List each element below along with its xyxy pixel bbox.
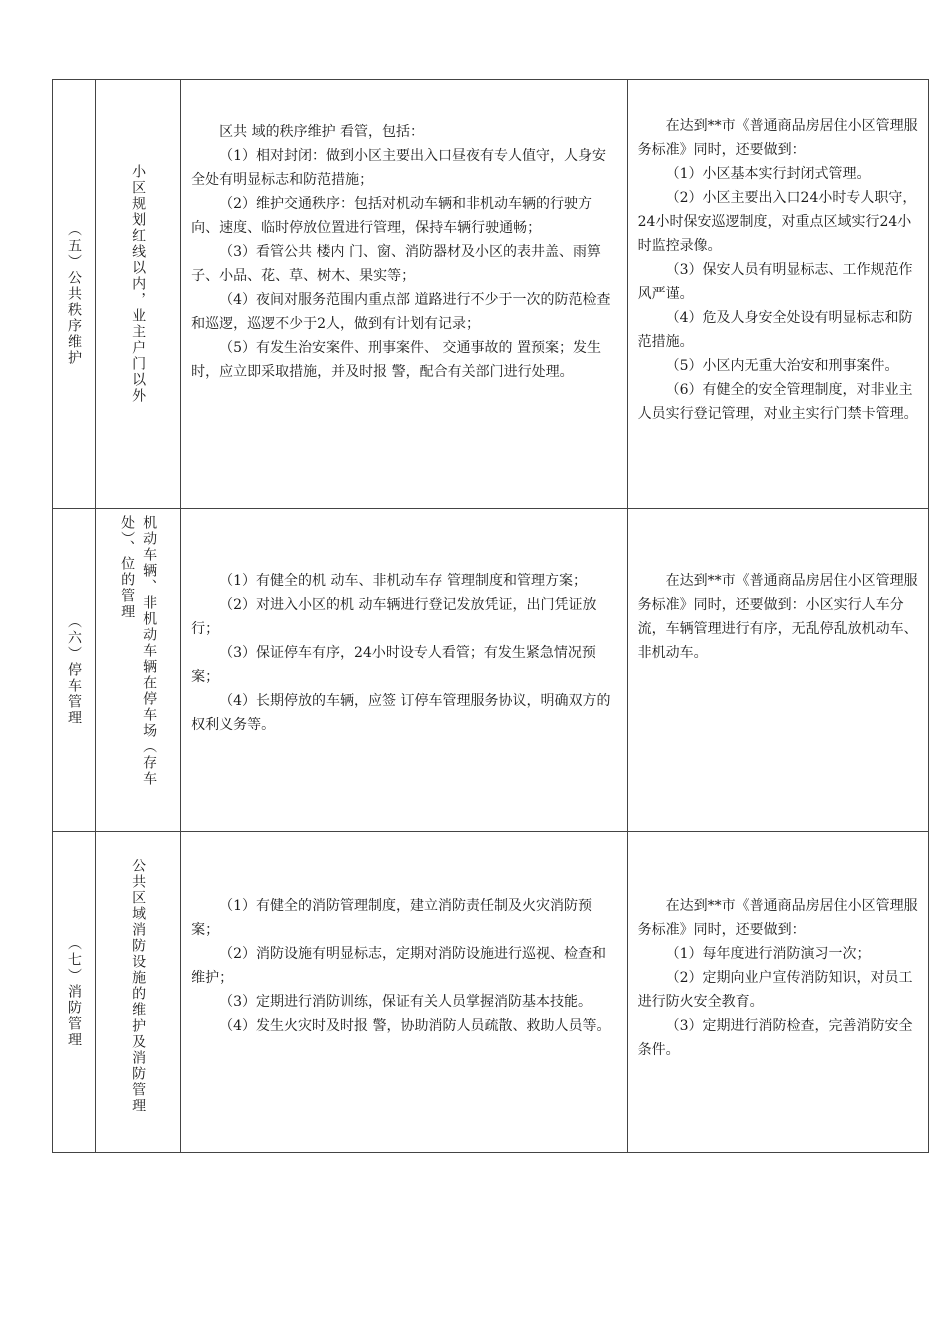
standard-cell xyxy=(627,80,928,509)
service-cell xyxy=(181,80,628,509)
service-line: （1）相对封闭：做到小区主要出入口昼夜有专人值守，人身安全处有明显标志和防范措施； xyxy=(191,148,607,188)
service-line: （1）有健全的消防管理制度，建立消防责任制及火灾消防预案； xyxy=(191,898,593,938)
standard-line: （4）危及人身安全处设有明显标志和防范措施。 xyxy=(637,310,913,350)
service-line: （2）对进入小区的机 动车辆进行登记发放凭证，出门凭证放行； xyxy=(191,597,597,637)
service-cell xyxy=(181,509,628,832)
service-line: （4）夜间对服务范围内重点部 道路进行不少于一次的防范检查和巡逻，巡逻不少于2人，做到有计划有记录； xyxy=(191,292,611,332)
standard-line: （3）定期进行消防检查，完善消防安全条件。 xyxy=(637,1018,913,1058)
table-row xyxy=(53,832,929,1153)
scope-cell xyxy=(96,509,181,832)
scope-cell xyxy=(96,80,181,509)
service-line: 区共 域的秩序维护 看管，包括： xyxy=(219,124,425,140)
standard-line: （1）小区基本实行封闭式管理。 xyxy=(665,166,871,182)
scope-label: 机动车辆、非机动车辆在停车场（存车处）、位的管理 xyxy=(119,515,158,787)
category-label: （六）停车管理 xyxy=(66,614,83,726)
standard-line: （3）保安人员有明显标志、工作规范作 风严谨。 xyxy=(637,262,913,302)
service-line: （3）定期进行消防训练，保证有关人员掌握消防基本技能。 xyxy=(219,994,593,1010)
standard-cell xyxy=(627,509,928,832)
table-row xyxy=(53,509,929,832)
service-line: （4）长期停放的车辆，应签 订停车管理服务协议，明确双方的权利义务等。 xyxy=(191,693,611,733)
category-label: （五）公共秩序维护 xyxy=(66,222,83,366)
standard-line: （6）有健全的安全管理制度，对非业主人员实行登记管理，对业主实行门禁卡管理。 xyxy=(637,382,918,422)
standard-line: （1）每年度进行消防演习一次； xyxy=(665,946,871,962)
standard-line: （2）小区主要出入口24小时专人职守，24小时保安巡逻制度，对重点区域实行24小时监控录像。 xyxy=(637,190,917,254)
standard-line: 在达到**市《普通商品房居住小区管理服务标准》同时，还要做到：小区实行人车分流，车辆管理进行有序，无乱停乱放机动车、非机动车。 xyxy=(637,573,918,661)
service-line: （5）有发生治安案件、刑事案件、 交通事故的 置预案；发生时，应立即采取措施，并及时报 警，配合有关部门进行处理。 xyxy=(191,340,601,380)
standard-line: 在达到**市《普通商品房居住小区管理服务标准》同时，还要做到： xyxy=(637,118,918,158)
category-cell xyxy=(53,832,96,1153)
scope-cell xyxy=(96,832,181,1153)
standard-line: （2）定期向业户宣传消防知识，对员工进行防火安全教育。 xyxy=(637,970,913,1010)
service-cell xyxy=(181,832,628,1153)
service-line: （2）消防设施有明显标志，定期对消防设施进行巡视、检查和维护； xyxy=(191,946,607,986)
category-label: （七）消防管理 xyxy=(66,936,83,1048)
scope-label: 小区规划红线以内，业主户门以外 xyxy=(130,164,147,404)
service-line: （4）发生火灾时及时报 警，协助消防人员疏散、救助人员等。 xyxy=(219,1018,611,1034)
scope-label: 公共区域消防设施的维护及消防管理 xyxy=(130,858,147,1114)
table-row xyxy=(53,80,929,509)
service-standard-table xyxy=(52,79,929,1153)
service-line: （3）看管公共 楼内 门、窗、消防器材及小区的表井盖、雨箅子、小品、花、草、树木、果实等； xyxy=(191,244,601,284)
standard-line: 在达到**市《普通商品房居住小区管理服务标准》同时，还要做到： xyxy=(637,898,918,938)
service-line: （3）保证停车有序，24小时设专人看管；有发生紧急情况预案； xyxy=(191,645,596,685)
service-line: （1）有健全的机 动车、非机动车存 管理制度和管理方案； xyxy=(219,573,587,589)
standard-cell xyxy=(627,832,928,1153)
category-cell xyxy=(53,509,96,832)
service-line: （2）维护交通秩序：包括对机动车辆和非机动车辆的行驶方向、速度、临时停放位置进行管理，保持车辆行驶通畅； xyxy=(191,196,593,236)
standard-line: （5）小区内无重大治安和刑事案件。 xyxy=(665,358,899,374)
category-cell xyxy=(53,80,96,509)
